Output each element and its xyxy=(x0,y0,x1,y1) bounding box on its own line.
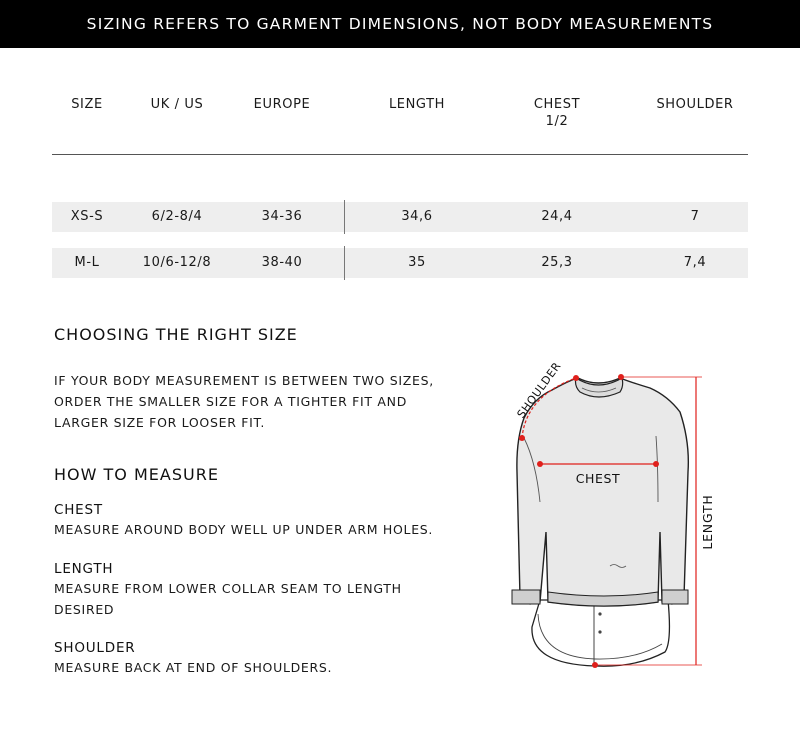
shoulder-label: SHOULDER xyxy=(514,359,564,421)
right-cuff xyxy=(662,590,688,604)
length-label: LENGTH xyxy=(700,494,715,550)
header-banner xyxy=(0,0,800,48)
cell-shoulder: 7 xyxy=(690,209,700,224)
choosing-line: ORDER THE SMALLER SIZE FOR A TIGHTER FIT AND xyxy=(54,394,408,409)
measure-point xyxy=(537,461,543,467)
chest-heading: CHEST xyxy=(54,502,103,518)
cell-length: 34,6 xyxy=(401,209,433,224)
chest-text xyxy=(54,519,433,540)
sweater-body xyxy=(517,378,688,606)
shoulder-heading: SHOULDER xyxy=(54,640,136,656)
measure-point xyxy=(592,662,598,668)
chest-line: MEASURE AROUND BODY WELL UP UNDER ARM HOLES. xyxy=(54,522,434,537)
header-europe: EUROPE xyxy=(253,97,311,112)
cell-uk-us: 10/6-12/8 xyxy=(142,255,212,270)
shoulder-line: MEASURE BACK AT END OF SHOULDERS. xyxy=(54,660,333,675)
header-divider xyxy=(52,154,748,155)
chest-label: CHEST xyxy=(575,471,621,486)
cell-size: M-L xyxy=(74,255,100,270)
sweater-svg xyxy=(490,352,750,682)
header-length: LENGTH xyxy=(388,97,446,112)
header-uk-us: UK / US xyxy=(150,97,204,112)
header-size: SIZE xyxy=(71,97,103,112)
how-to-title: HOW TO MEASURE xyxy=(54,465,219,484)
length-text xyxy=(54,578,402,620)
table-row xyxy=(52,248,748,278)
cell-chest: 24,4 xyxy=(541,209,573,224)
cell-uk-us: 6/2-8/4 xyxy=(151,209,203,224)
shoulder-text xyxy=(54,657,332,678)
choosing-line: LARGER SIZE FOR LOOSER FIT. xyxy=(54,415,266,430)
cell-shoulder: 7,4 xyxy=(683,255,707,270)
cell-length: 35 xyxy=(408,255,426,270)
left-cuff xyxy=(512,590,540,604)
length-line: MEASURE FROM LOWER COLLAR SEAM TO LENGTH xyxy=(54,581,402,596)
size-table xyxy=(52,90,748,270)
choosing-title: CHOOSING THE RIGHT SIZE xyxy=(54,325,298,344)
button-dot xyxy=(598,630,601,633)
sweater-illustration-icon xyxy=(490,352,750,682)
choosing-text xyxy=(54,370,434,433)
length-heading: LENGTH xyxy=(54,561,114,577)
measure-point xyxy=(653,461,659,467)
cell-chest: 25,3 xyxy=(541,255,573,270)
column-divider xyxy=(344,246,345,280)
cell-size: XS-S xyxy=(70,209,104,224)
length-line: DESIRED xyxy=(54,602,115,617)
header-shoulder: SHOULDER xyxy=(656,97,734,112)
banner-text: SIZING REFERS TO GARMENT DIMENSIONS, NOT BODY MEASUREMENTS xyxy=(86,15,714,33)
table-header-row xyxy=(52,90,748,154)
measure-point xyxy=(519,435,525,441)
button-dot xyxy=(598,612,601,615)
choosing-line: IF YOUR BODY MEASUREMENT IS BETWEEN TWO SIZES, xyxy=(54,373,434,388)
measure-point xyxy=(573,375,579,381)
cell-europe: 34-36 xyxy=(261,209,303,224)
cell-europe: 38-40 xyxy=(261,255,303,270)
column-divider xyxy=(344,200,345,234)
header-chest: CHEST 1/2 xyxy=(533,97,581,129)
table-row xyxy=(52,202,748,232)
